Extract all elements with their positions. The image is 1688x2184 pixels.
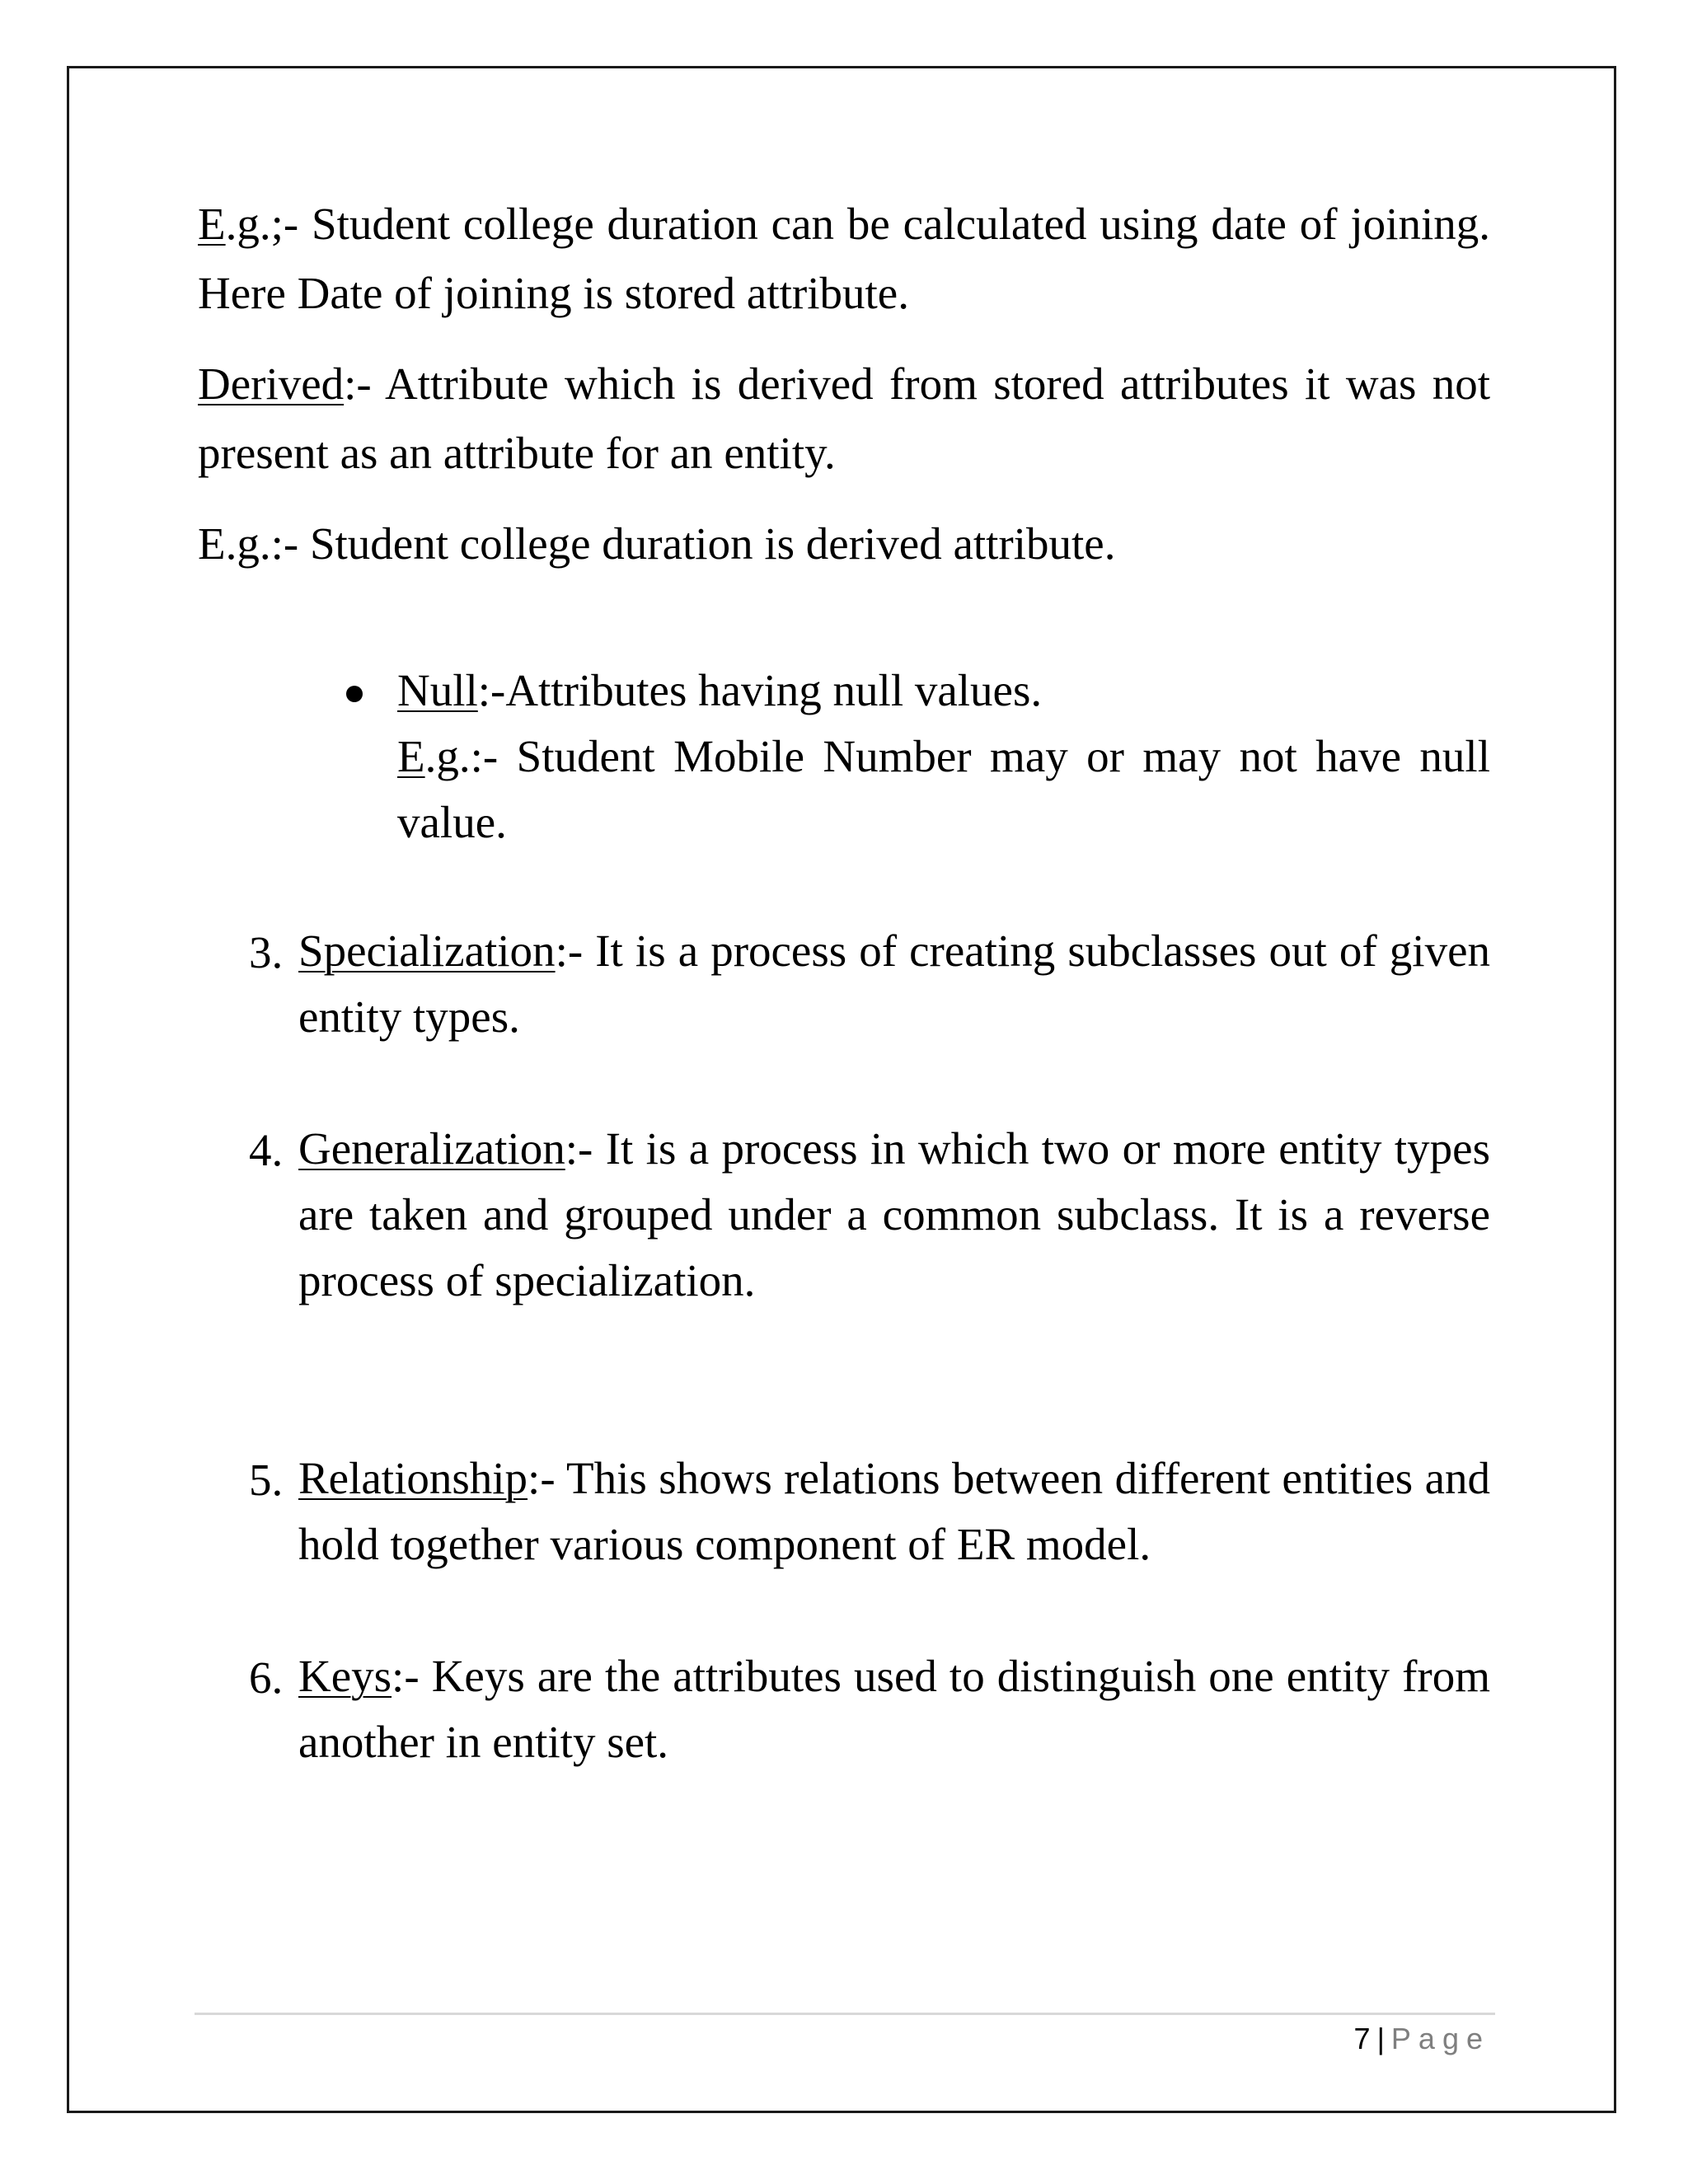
list-item-body: :- It is a process in which two or more entity types are taken and grouped under a common subclass. It is a reverse process of specialization. bbox=[298, 1123, 1490, 1305]
page-footer bbox=[1354, 2021, 1490, 2057]
list-item-body: :- Keys are the attributes used to distinguish one entity from another in entity set. bbox=[298, 1651, 1490, 1767]
null-definition bbox=[397, 658, 1490, 724]
list-item-relationship bbox=[198, 1446, 1490, 1577]
null-attribute-bullet bbox=[198, 658, 1490, 855]
list-item-generalization bbox=[198, 1116, 1490, 1314]
null-example bbox=[397, 724, 1490, 855]
list-item-number: 5. bbox=[249, 1455, 284, 1505]
footer-divider bbox=[195, 2013, 1495, 2015]
null-definition-text: :-Attributes having null values. bbox=[477, 665, 1043, 715]
list-item-keys bbox=[198, 1643, 1490, 1775]
list-item-specialization bbox=[198, 918, 1490, 1050]
null-example-text: .g.:- Student Mobile Number may or may not have null value. bbox=[397, 731, 1490, 847]
list-item-text bbox=[298, 1116, 1490, 1314]
derived-term: Derived bbox=[198, 359, 345, 409]
example-prefix: E bbox=[198, 199, 226, 249]
list-item-term: Keys bbox=[298, 1651, 392, 1701]
example-stored-attribute bbox=[198, 190, 1490, 328]
null-term: Null bbox=[397, 665, 478, 715]
list-item-number: 3. bbox=[249, 927, 284, 977]
example-text: .g.;- Student college duration can be calculated using date of joining. Here Date of joining is stored attribute. bbox=[198, 199, 1490, 318]
list-item-text bbox=[298, 1643, 1490, 1775]
list-item-term: Relationship bbox=[298, 1453, 528, 1503]
page-content bbox=[198, 190, 1490, 1775]
list-item-text bbox=[298, 918, 1490, 1050]
example-derived-attribute: E.g.:- Student college duration is derived attribute. bbox=[198, 518, 1116, 569]
bullet-icon bbox=[346, 686, 363, 702]
list-item-body: :- This shows relations between different entities and hold together various component of ER model. bbox=[298, 1453, 1490, 1569]
derived-text: :- Attribute which is derived from stored attributes it was not present as an attribute for an entity. bbox=[198, 359, 1490, 478]
null-example-prefix: E bbox=[397, 731, 425, 781]
derived-attribute-definition bbox=[198, 349, 1490, 488]
page-number: 7 bbox=[1353, 2022, 1371, 2055]
page-label: Page bbox=[1390, 2022, 1490, 2055]
list-item-body: :- It is a process of creating subclasses out of given entity types. bbox=[298, 926, 1490, 1042]
list-item-text bbox=[298, 1446, 1490, 1577]
list-item-number: 4. bbox=[249, 1125, 284, 1175]
list-item-number: 6. bbox=[249, 1652, 284, 1703]
list-item-term: Generalization bbox=[298, 1123, 565, 1174]
footer-separator: | bbox=[1376, 2022, 1385, 2055]
list-item-term: Specialization bbox=[298, 926, 556, 976]
